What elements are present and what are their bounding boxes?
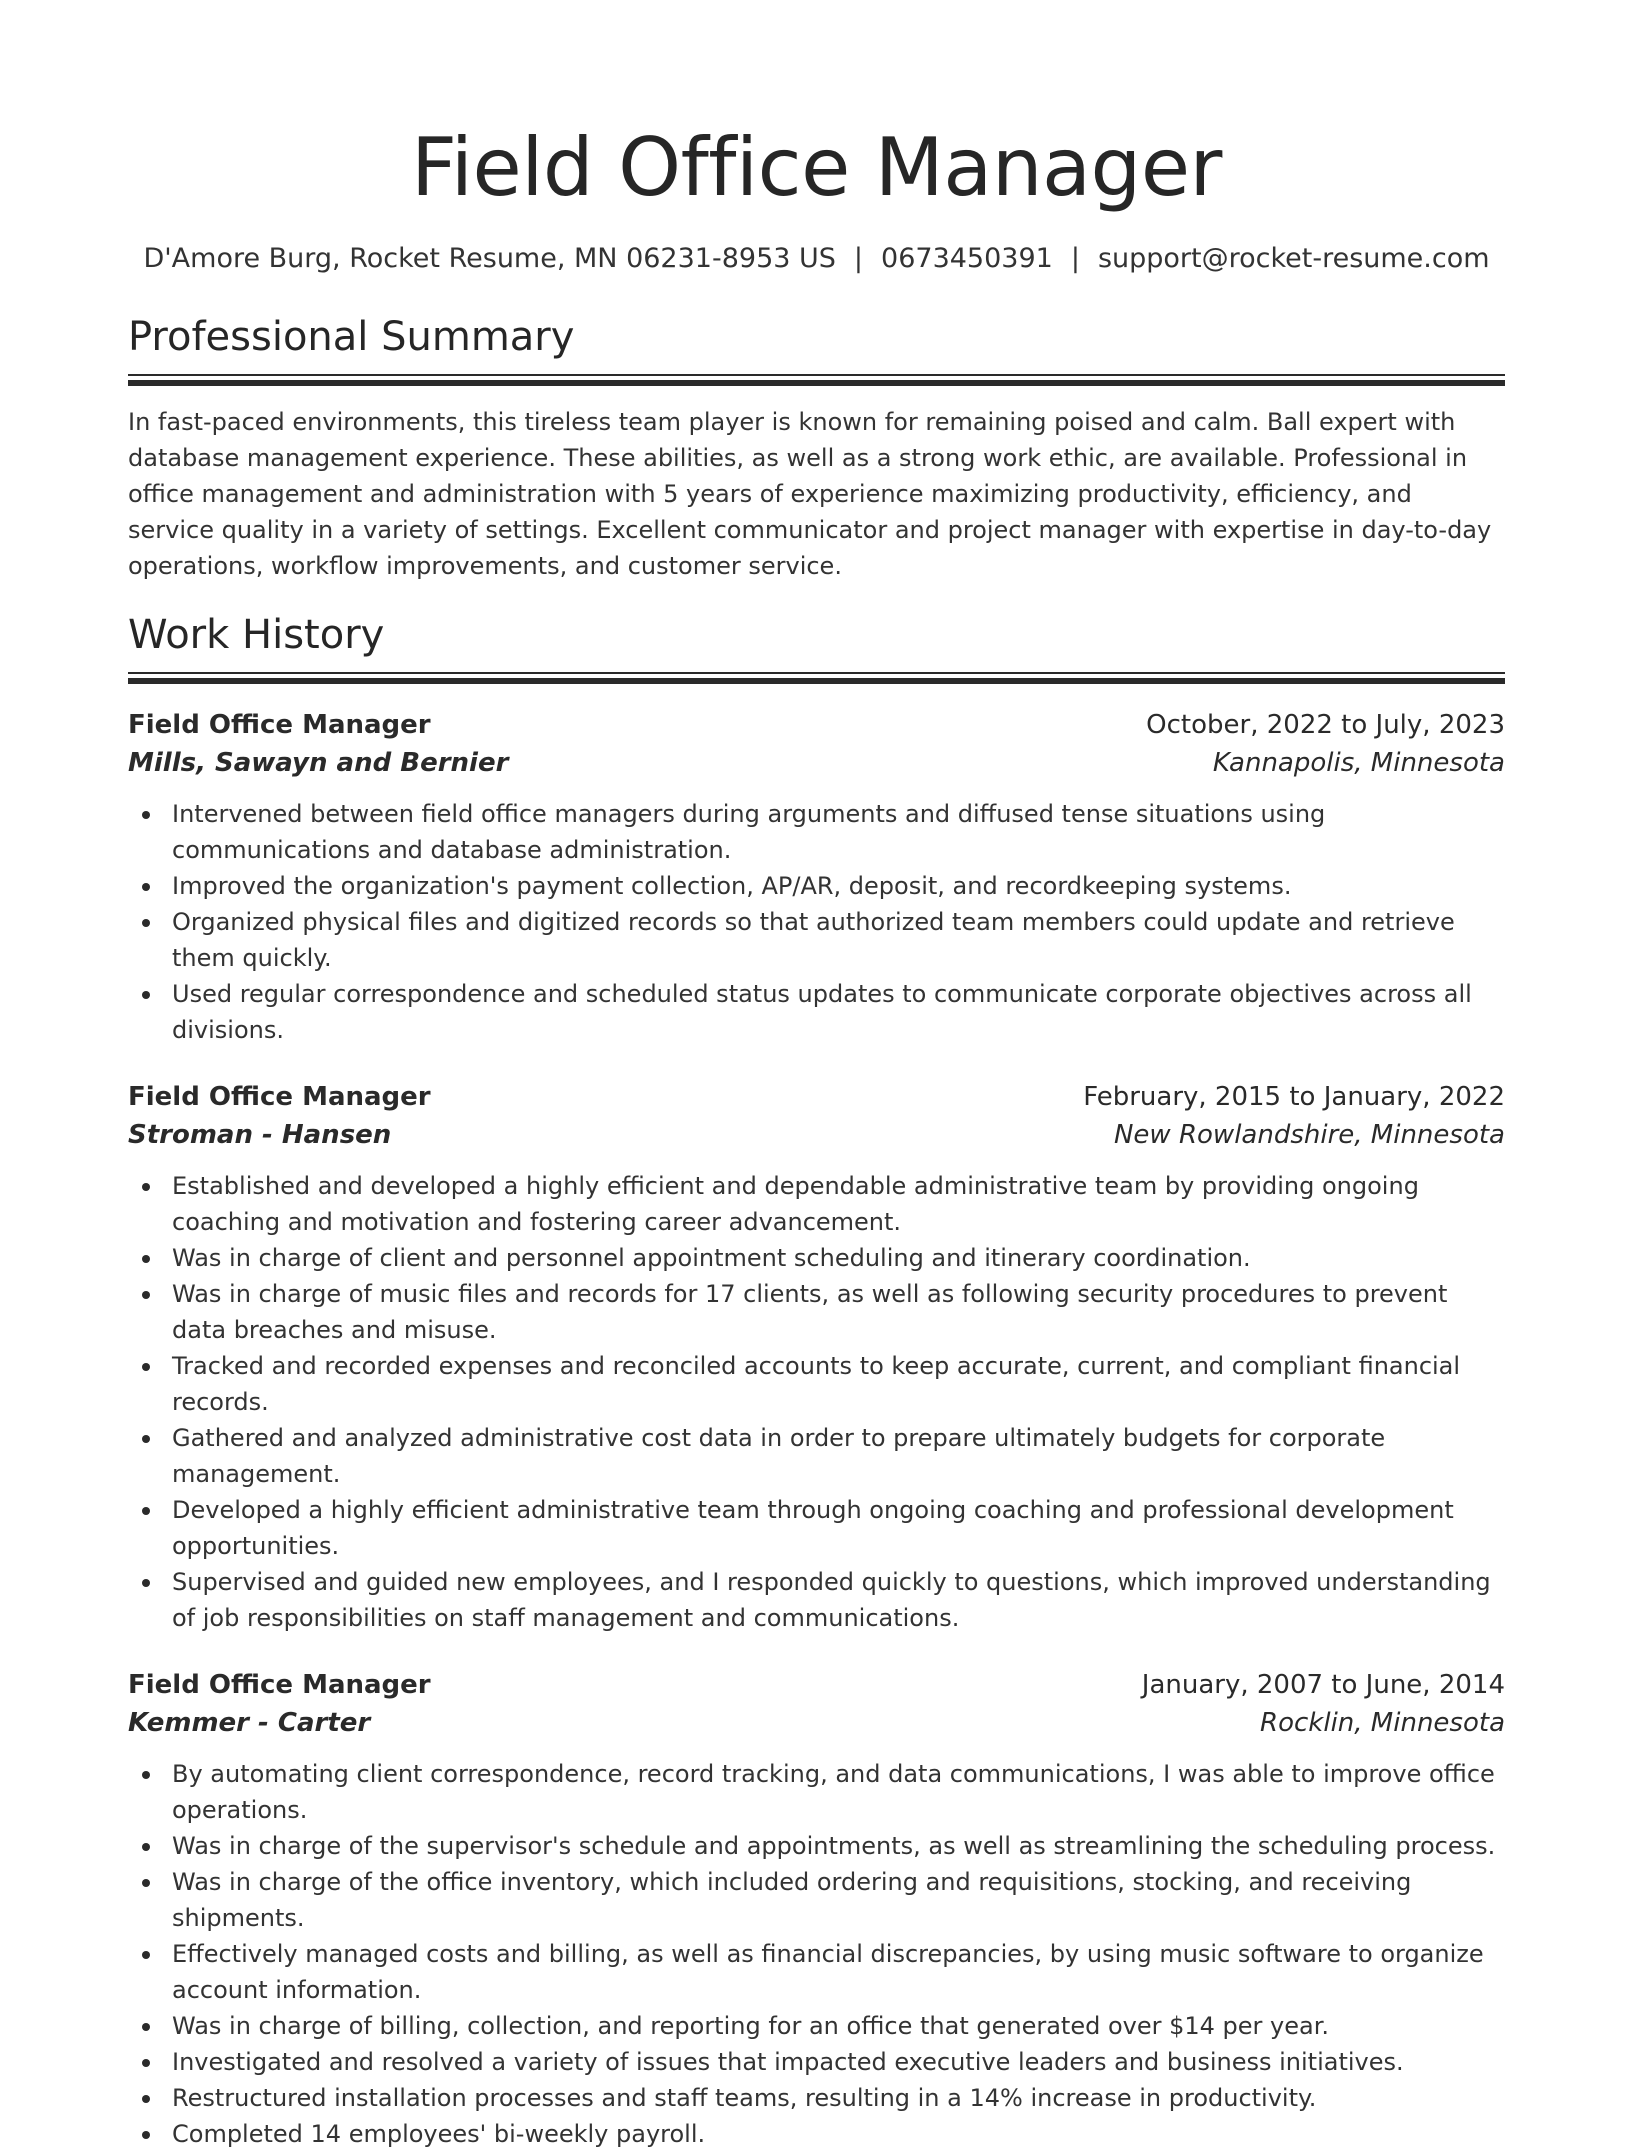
job-bullet: Was in charge of billing, collection, and reporting for an office that generated over $14 per year. [172, 2008, 1505, 2044]
job-bullet: Tracked and recorded expenses and reconciled accounts to keep accurate, current, and compliant financial records. [172, 1348, 1505, 1420]
job-company: Mills, Sawayn and Bernier [128, 748, 509, 778]
contact-separator: | [1070, 243, 1080, 274]
job-location: Rocklin, Minnesota [1260, 1708, 1505, 1738]
job-bullet: Supervised and guided new employees, and I responded quickly to questions, which improved understanding of job responsibilities on staff management and communications. [172, 1564, 1505, 1636]
job-entry [128, 1078, 1505, 1636]
job-company-row [128, 1116, 1505, 1154]
job-bullet: Effectively managed costs and billing, as well as financial discrepancies, by using music software to organize account information. [172, 1936, 1505, 2008]
job-title: Field Office Manager [128, 710, 431, 740]
job-bullet-list [128, 1168, 1505, 1636]
section-divider [128, 372, 1505, 386]
job-bullet: Investigated and resolved a variety of issues that impacted executive leaders and business initiatives. [172, 2044, 1505, 2080]
job-company-row [128, 1704, 1505, 1742]
job-header-row [128, 1666, 1505, 1704]
job-location: Kannapolis, Minnesota [1212, 748, 1505, 778]
summary-paragraph: In fast-paced environments, this tireless team player is known for remaining poised and calm. Ball expert with database management experience. These abilities, as well as a strong work ethic, are available. Professional in office management and administration with 5 years of experience maximizing productivity, efficiency, and service quality in a variety of settings. Excellent communicator and project manager with expertise in day-to-day operations, workflow improvements, and customer service. [128, 408, 1492, 580]
job-location: New Rowlandshire, Minnesota [1113, 1120, 1505, 1150]
job-entry [128, 1666, 1505, 2152]
job-header-row [128, 1078, 1505, 1116]
job-bullet: Used regular correspondence and scheduled status updates to communicate corporate objectives across all divisions. [172, 976, 1505, 1048]
job-bullet: Was in charge of the supervisor's schedule and appointments, as well as streamlining the scheduling process. [172, 1828, 1505, 1864]
job-bullet: Was in charge of client and personnel appointment scheduling and itinerary coordination. [172, 1240, 1505, 1276]
section-divider [128, 670, 1505, 684]
section-heading-summary: Professional Summary [128, 314, 575, 360]
job-bullet: Restructured installation processes and staff teams, resulting in a 14% increase in productivity. [172, 2080, 1505, 2116]
job-company: Kemmer - Carter [128, 1708, 371, 1738]
contact-separator: | [853, 243, 864, 274]
job-bullet: Gathered and analyzed administrative cost data in order to prepare ultimately budgets for corporate management. [172, 1420, 1505, 1492]
contact-address: D'Amore Burg, Rocket Resume, MN 06231-8953 US [143, 243, 836, 274]
job-dates: October, 2022 to July, 2023 [1146, 710, 1505, 740]
job-bullet: By automating client correspondence, record tracking, and data communications, I was able to improve office operations. [172, 1756, 1505, 1828]
job-header-row [128, 706, 1505, 744]
job-company-row [128, 744, 1505, 782]
job-dates: February, 2015 to January, 2022 [1083, 1082, 1505, 1112]
job-company: Stroman - Hansen [128, 1120, 392, 1150]
job-dates: January, 2007 to June, 2014 [1141, 1670, 1505, 1700]
contact-line [128, 242, 1505, 276]
job-title: Field Office Manager [128, 1082, 431, 1112]
job-entry [128, 706, 1505, 1048]
job-bullet: Improved the organization's payment collection, AP/AR, deposit, and recordkeeping systems. [172, 868, 1505, 904]
job-bullet: Organized physical files and digitized records so that authorized team members could update and retrieve them quickly. [172, 904, 1505, 976]
professional-summary-section [128, 312, 1505, 584]
job-bullet-list [128, 1756, 1505, 2152]
job-bullet-list [128, 796, 1505, 1048]
job-bullet: Established and developed a highly efficient and dependable administrative team by providing ongoing coaching and motivation and fostering career advancement. [172, 1168, 1505, 1240]
contact-email[interactable]: support@rocket-resume.com [1097, 243, 1490, 274]
job-bullet: Developed a highly efficient administrative team through ongoing coaching and professional development opportunities. [172, 1492, 1505, 1564]
resume-title: Field Office Manager [411, 121, 1222, 214]
job-bullet: Completed 14 employees' bi-weekly payroll. [172, 2116, 1505, 2152]
section-heading-work-history: Work History [128, 612, 385, 658]
job-bullet: Was in charge of music files and records for 17 clients, as well as following security procedures to prevent data breaches and misuse. [172, 1276, 1505, 1348]
contact-phone: 0673450391 [881, 243, 1053, 274]
work-history-section [128, 610, 1505, 2152]
job-title: Field Office Manager [128, 1670, 431, 1700]
job-bullet: Was in charge of the office inventory, which included ordering and requisitions, stocking, and receiving shipments. [172, 1864, 1505, 1936]
job-bullet: Intervened between field office managers during arguments and diffused tense situations using communications and database administration. [172, 796, 1505, 868]
